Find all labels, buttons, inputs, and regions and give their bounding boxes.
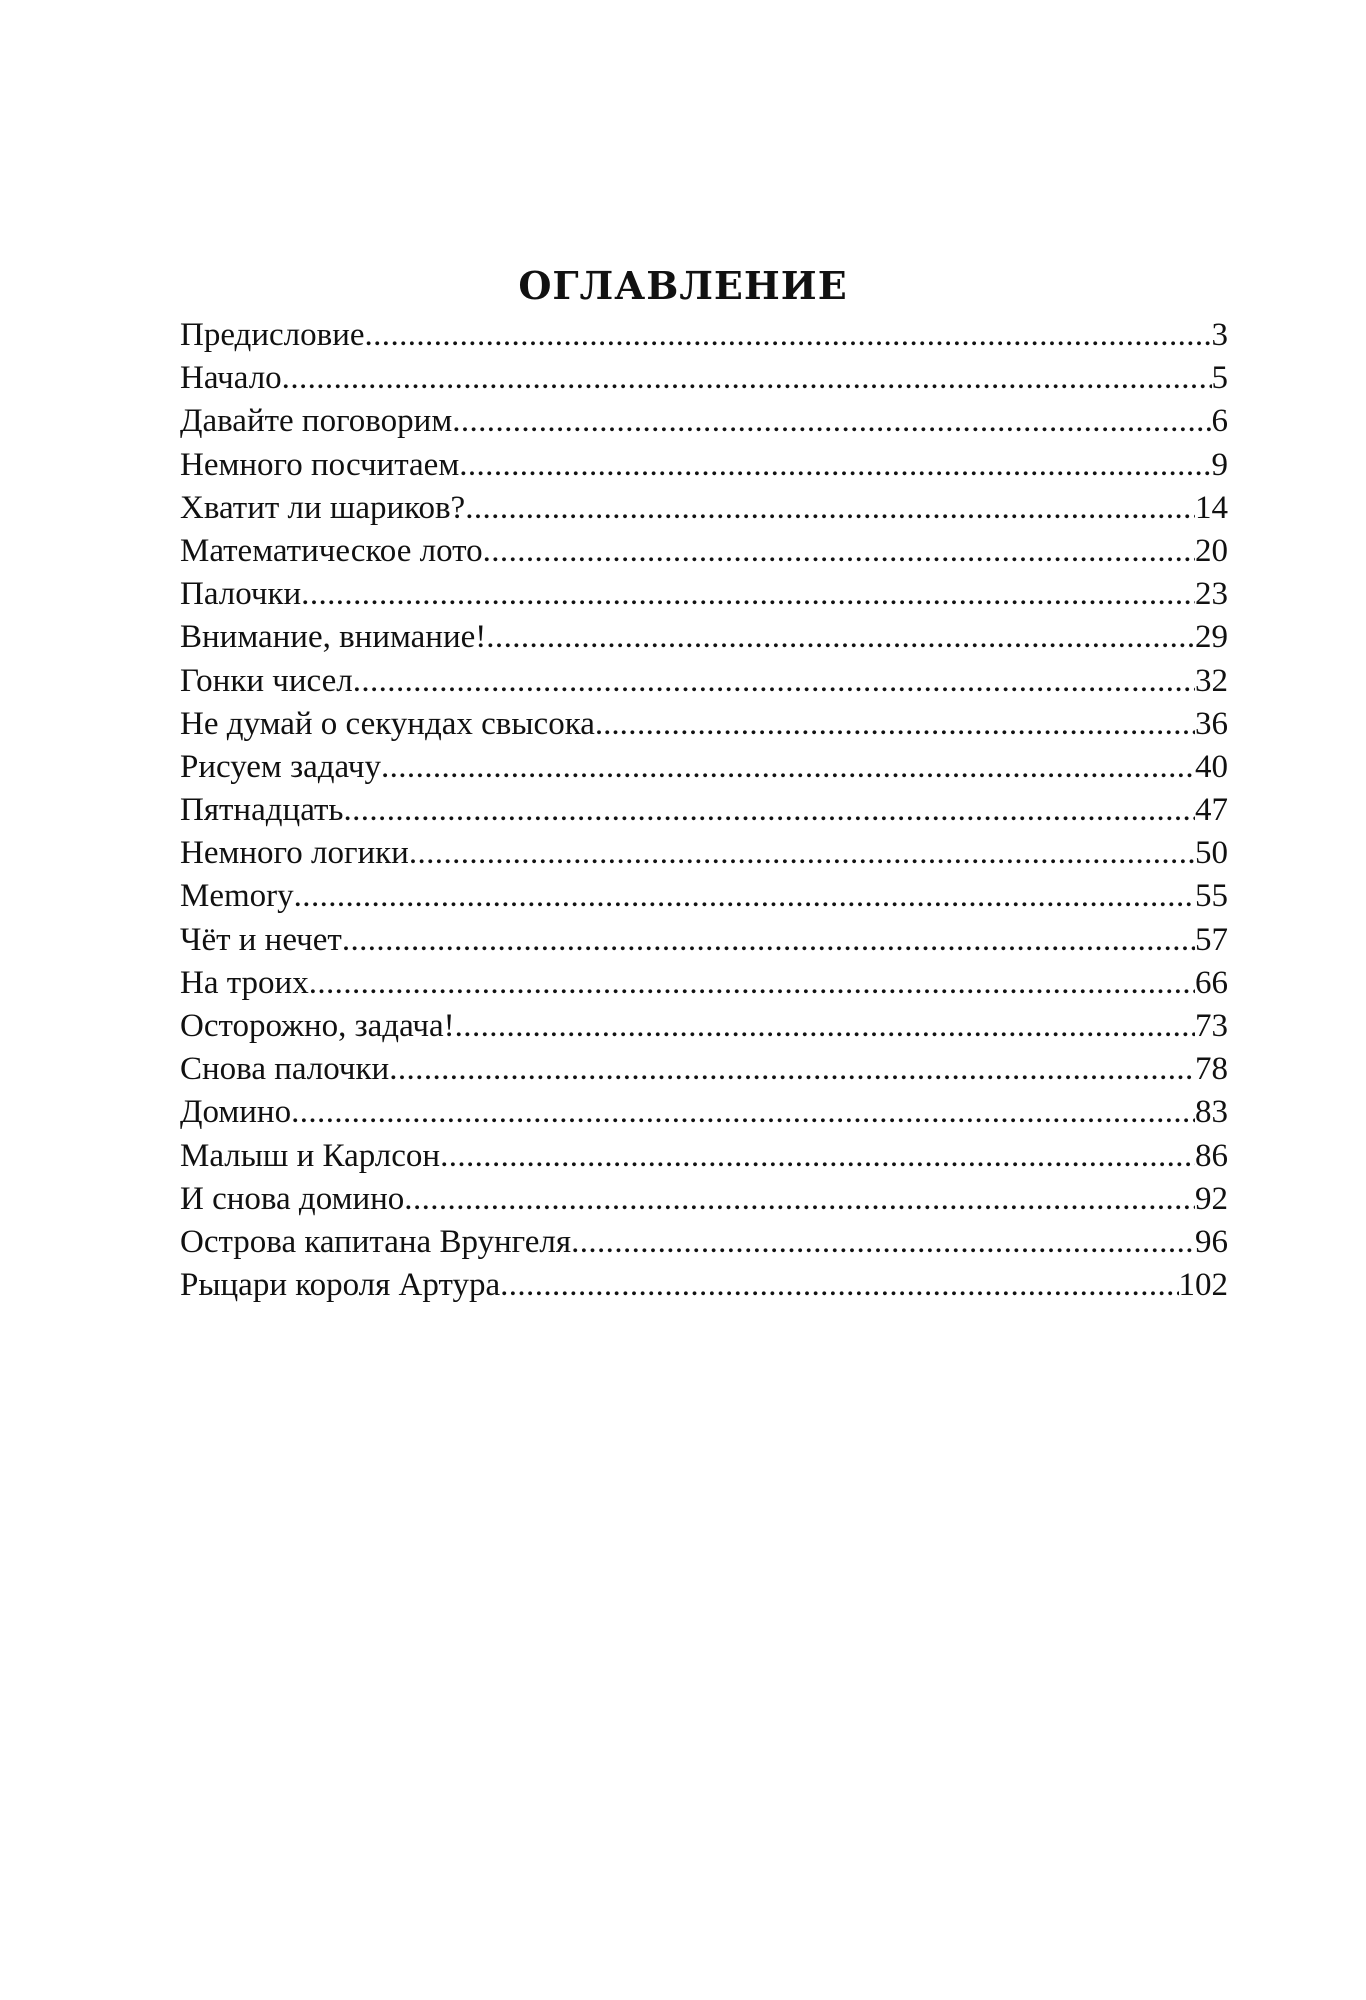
dot-leader <box>342 919 1195 962</box>
toc-entry <box>180 962 1228 1005</box>
toc-entry-page-number: 3 <box>1211 317 1228 353</box>
toc-entry-title: Острова капитана Врунгеля <box>180 1223 572 1260</box>
toc-entry <box>180 573 1228 616</box>
toc-entry-title: Снова палочки <box>180 1051 390 1088</box>
toc-entry <box>180 789 1228 832</box>
toc-entry <box>180 616 1228 659</box>
toc-entry-title: Малыш и Карлсон <box>180 1137 441 1174</box>
dot-leader <box>452 400 1211 443</box>
dot-leader <box>455 1005 1195 1048</box>
toc-entry <box>180 875 1228 918</box>
toc-entry-page-number: 29 <box>1195 619 1228 656</box>
toc-entry <box>180 400 1228 443</box>
toc-entry <box>180 530 1228 573</box>
toc-entry <box>180 703 1228 746</box>
toc-entry-title: Начало <box>180 360 282 397</box>
toc-entry-title: Memory <box>180 878 294 915</box>
toc-entry-page-number: 57 <box>1195 921 1228 958</box>
toc-entry-title: Немного посчитаем <box>180 446 460 483</box>
toc-entry <box>180 487 1228 530</box>
dot-leader <box>309 962 1195 1005</box>
toc-entry-page-number: 50 <box>1195 835 1228 872</box>
dot-leader <box>365 314 1212 357</box>
toc-entry-title: Домино <box>180 1094 292 1131</box>
toc-entry-title: Предисловие <box>180 317 365 353</box>
toc-entry-title: Осторожно, задача! <box>180 1008 455 1044</box>
toc-entry <box>180 1221 1228 1264</box>
toc-entry-page-number: 36 <box>1195 705 1228 742</box>
toc-entry <box>180 919 1228 962</box>
toc-entry <box>180 1005 1228 1048</box>
dot-leader <box>301 573 1195 616</box>
toc-entry-page-number: 102 <box>1178 1267 1228 1304</box>
dot-leader <box>500 1264 1178 1307</box>
toc-entry-page-number: 78 <box>1195 1051 1228 1088</box>
toc-entry-page-number: 5 <box>1211 360 1228 397</box>
toc-entry <box>180 1264 1228 1307</box>
dot-leader <box>483 530 1195 573</box>
toc-entry-page-number: 32 <box>1195 662 1228 699</box>
toc-entry-title: Давайте поговорим <box>180 403 453 440</box>
dot-leader <box>381 746 1195 789</box>
page-title: ОГЛАВЛЕНИЕ <box>518 263 848 308</box>
dot-leader <box>291 1091 1195 1134</box>
toc-entry <box>180 832 1228 875</box>
toc-entry-title: Рыцари короля Артура <box>180 1267 501 1304</box>
dot-leader <box>571 1221 1195 1264</box>
toc-entry-page-number: 55 <box>1195 878 1228 915</box>
toc-entry-page-number: 6 <box>1211 403 1228 440</box>
toc-entry-title: Пятнадцать <box>180 792 344 829</box>
toc-entry <box>180 444 1228 487</box>
toc-entry-title: Палочки <box>180 576 302 613</box>
toc-entry-title: Чёт и нечет <box>180 921 342 958</box>
toc-entry <box>180 1048 1228 1091</box>
toc-entry-page-number: 20 <box>1195 532 1228 569</box>
toc-entry <box>180 1178 1228 1221</box>
toc-entry-page-number: 83 <box>1195 1094 1228 1131</box>
dot-leader <box>409 832 1195 875</box>
dot-leader <box>620 703 1195 746</box>
toc-entry-page-number: 73 <box>1195 1008 1228 1044</box>
toc-entry-title: Не думай о секундах свысока... <box>180 705 620 742</box>
dot-leader <box>404 1178 1195 1221</box>
dot-leader <box>389 1048 1195 1091</box>
toc-entry <box>180 357 1228 400</box>
toc-entry-title: Гонки чисел <box>180 662 353 699</box>
toc-entry-page-number: 96 <box>1195 1223 1228 1260</box>
toc-entry-title: Математическое лото <box>180 532 483 569</box>
dot-leader <box>353 660 1195 703</box>
dot-leader <box>343 789 1195 832</box>
toc-entry-page-number: 47 <box>1195 792 1228 829</box>
dot-leader <box>294 875 1195 918</box>
dot-leader <box>486 616 1195 659</box>
toc-entry-title: Немного логики <box>180 835 409 872</box>
dot-leader <box>282 357 1212 400</box>
toc-entry-page-number: 92 <box>1195 1180 1228 1217</box>
toc-entry <box>180 314 1228 357</box>
toc-entry-title: На троих <box>180 964 309 1001</box>
toc-entry-page-number: 86 <box>1195 1137 1228 1174</box>
toc-entry-title: И снова домино <box>180 1180 405 1217</box>
dot-leader <box>465 487 1195 530</box>
dot-leader <box>440 1135 1195 1178</box>
toc-entry-page-number: 14 <box>1195 489 1228 526</box>
toc-entry-page-number: 23 <box>1195 576 1228 613</box>
dot-leader <box>459 444 1211 487</box>
toc-entry <box>180 1135 1228 1178</box>
toc-entry-page-number: 9 <box>1211 446 1228 483</box>
toc-entry-title: Внимание, внимание! <box>180 619 487 656</box>
toc-entry <box>180 746 1228 789</box>
toc-entry-page-number: 40 <box>1195 748 1228 785</box>
toc-entry-page-number: 66 <box>1195 964 1228 1001</box>
toc-entry-title: Рисуем задачу <box>180 748 381 785</box>
toc-entry-title: Хватит ли шариков? <box>180 489 466 526</box>
toc-entry <box>180 660 1228 703</box>
toc-entry <box>180 1091 1228 1134</box>
table-of-contents <box>180 314 1228 1307</box>
